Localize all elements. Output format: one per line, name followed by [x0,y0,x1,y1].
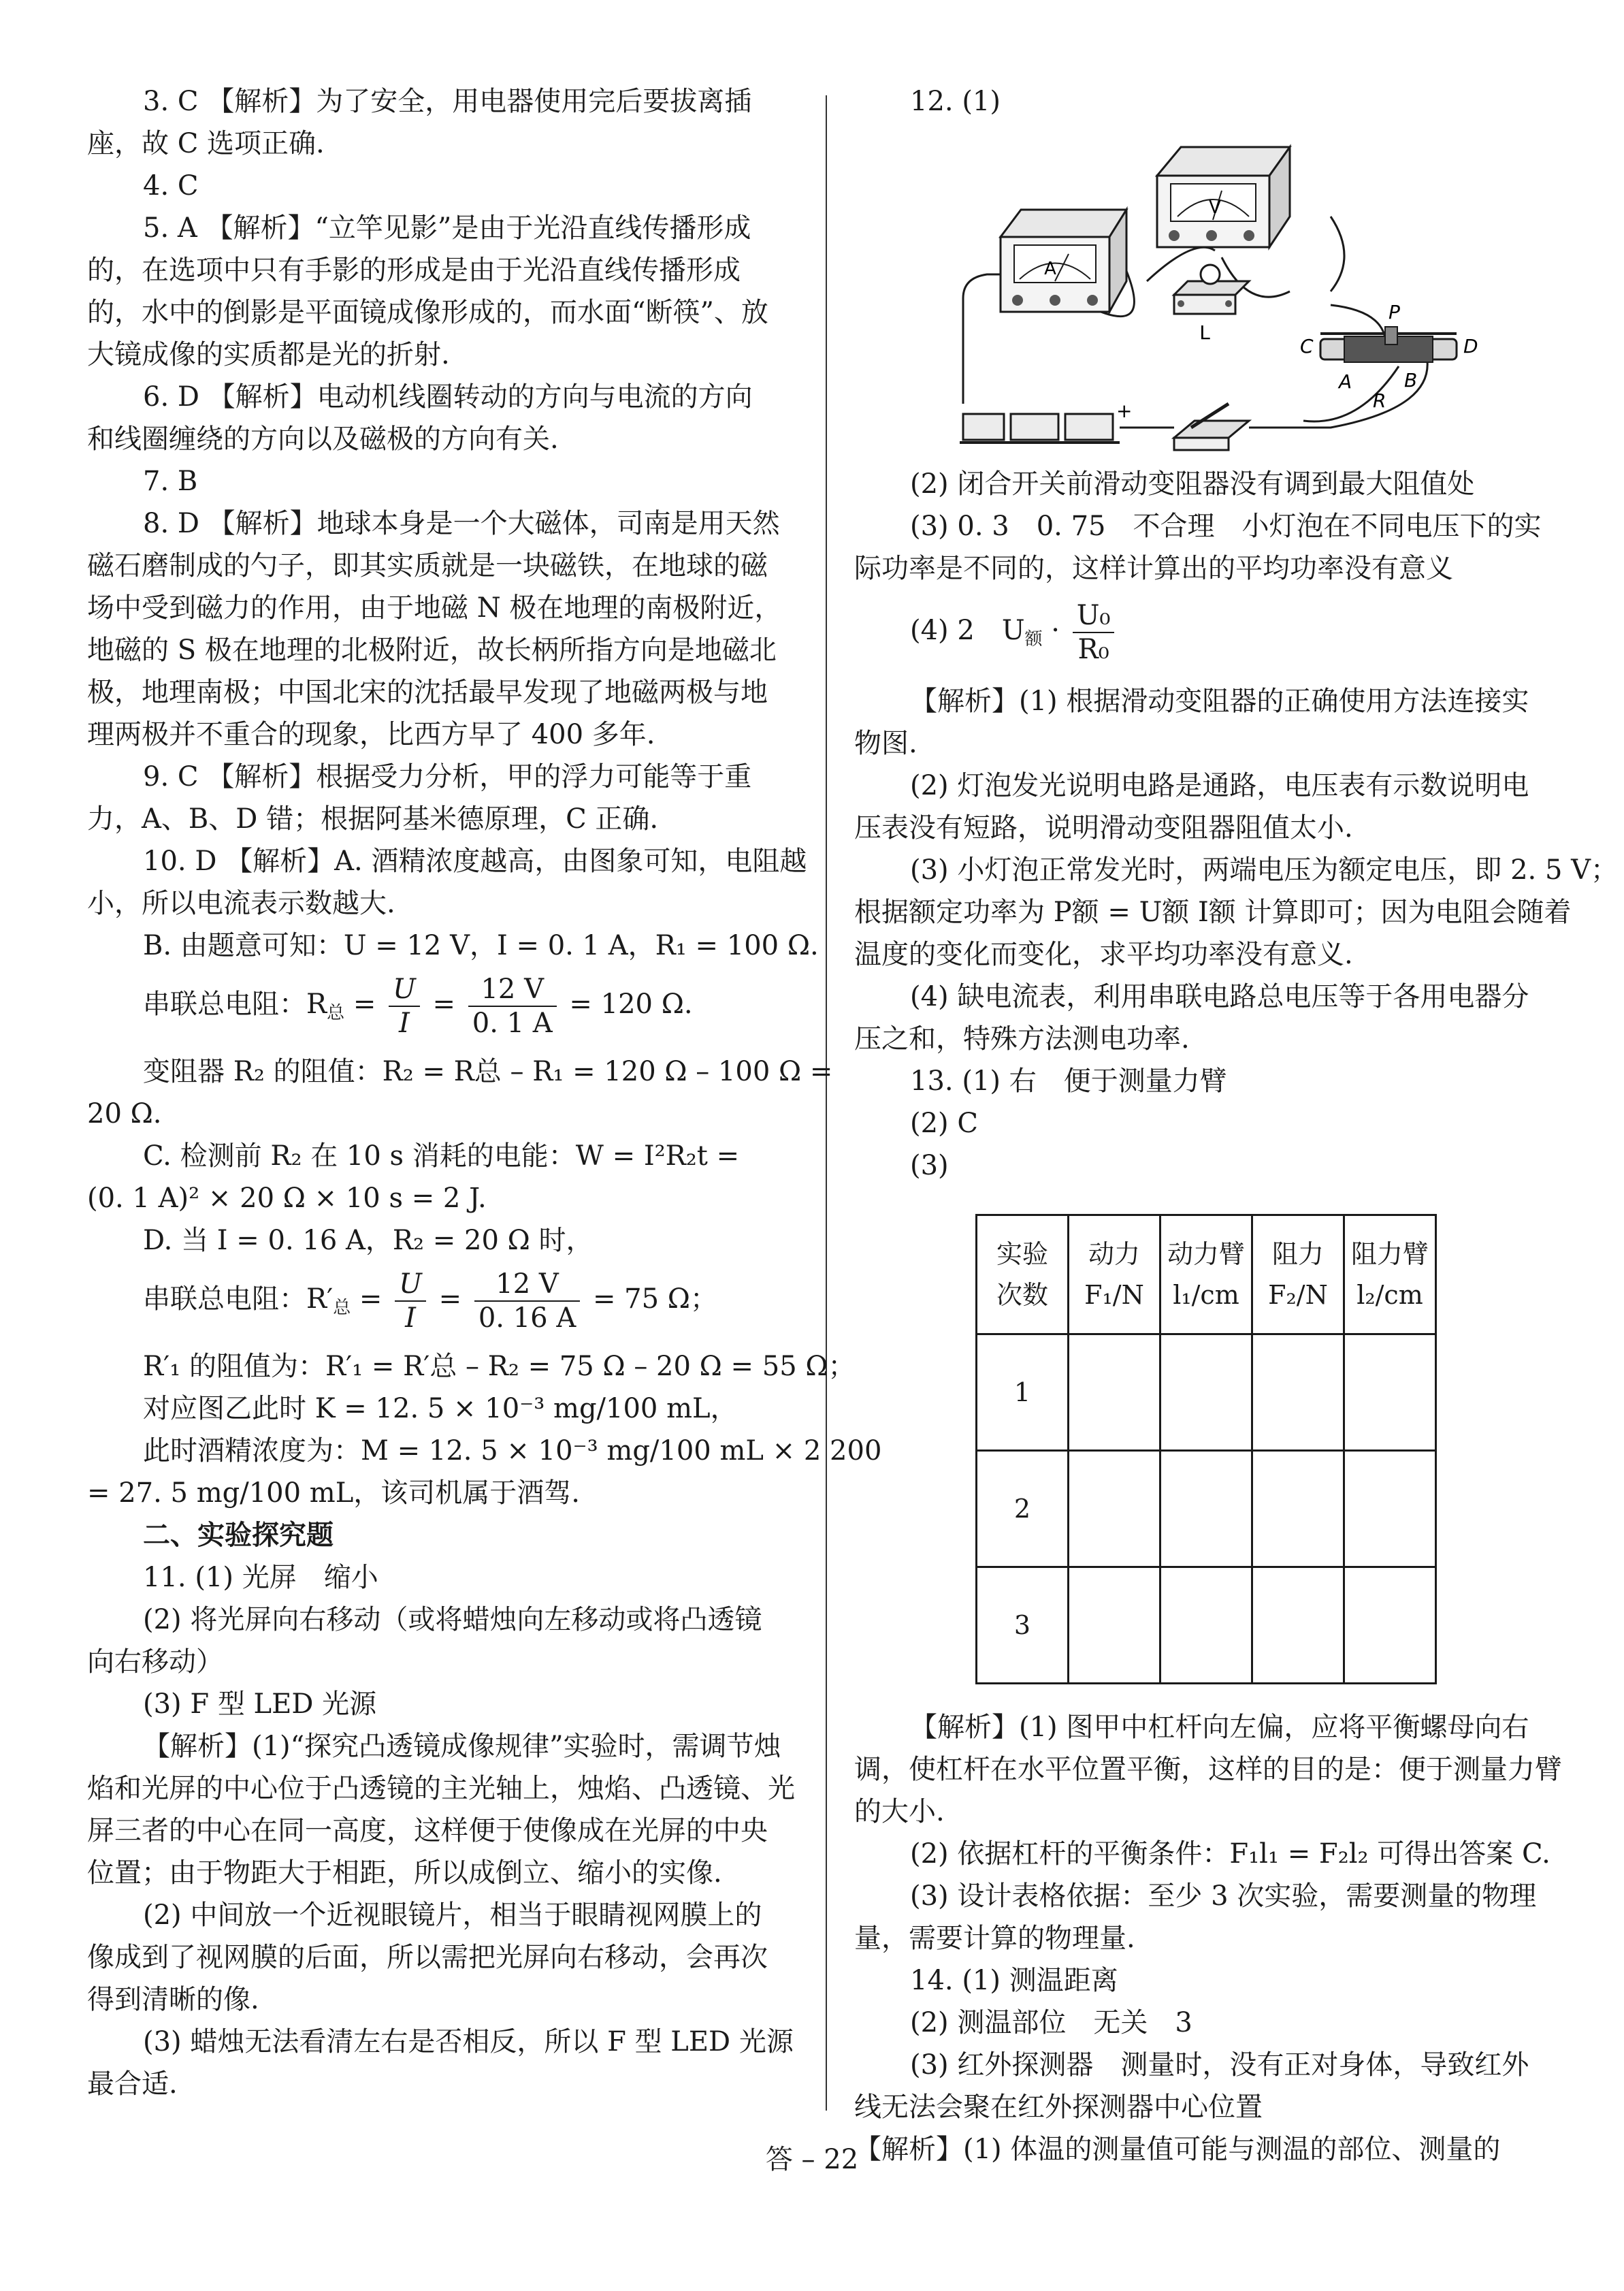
text-line: R′₁ 的阻值为：R′₁ = R′总 – R₂ = 75 Ω – 20 Ω = 55 Ω； [143,1351,856,1382]
text-line: 9. C 【解析】根据受力分析，甲的浮力可能等于重 [143,761,752,792]
text-line: 【解析】(1) 根据滑动变阻器的正确使用方法连接实 [910,686,1529,717]
text-line: 压之和，特殊方法测电功率. [854,1023,1190,1055]
table-header: 阻力 F₂/N [1252,1215,1344,1334]
voltmeter-icon [1157,147,1290,247]
section-heading: 二、实验探究题 [143,1520,334,1551]
formula-series-resistance: 串联总电阻：$R_总$ = $\frac{U}{I}$ = $\frac{12 V}{0. 1 A}$ = 120 Ω. [143,974,693,1039]
text-line: (2) 闭合开关前滑动变阻器没有调到最大阻值处 [910,468,1475,500]
lever-data-table [975,1214,1437,1684]
text-line: 向右移动） [87,1646,223,1678]
text-line: 大镜成像的实质都是光的折射. [87,339,450,370]
text-line: 屏三者的中心在同一高度，这样便于使像成在光屏的中央 [87,1815,768,1846]
ammeter-icon [1001,210,1126,312]
text-line: 地磁的 S 极在地理的北极附近，故长柄所指方向是地磁北 [87,635,777,666]
text-line: 小，所以电流表示数越大. [87,888,395,919]
svg-text:L: L [1199,321,1210,344]
text-line: 3. C 【解析】为了安全，用电器使用完后要拔离插 [143,86,752,117]
text-line: D. 当 I = 0. 16 A，R₂ = 20 Ω 时， [143,1225,594,1256]
text-line: 【解析】(1)“探究凸透镜成像规律”实验时，需调节烛 [143,1731,781,1762]
rheostat-icon [1300,301,1478,412]
text-line: 理两极并不重合的现象，比西方早了 400 多年. [87,719,655,750]
text-line: (3) 设计表格依据：至少 3 次实验，需要测量的物理 [910,1880,1537,1912]
text-line: (2) C [910,1108,978,1139]
svg-text:D: D [1463,335,1478,357]
text-line: B. 由题意可知：U = 12 V，I = 0. 1 A，R₁ = 100 Ω. [143,930,819,961]
text-line: 此时酒精浓度为：M = 12. 5 × 10⁻³ mg/100 mL × 2 200 [143,1435,882,1467]
text-line: 13. (1) 右 便于测量力臂 [910,1066,1227,1097]
text-line: (2) 中间放一个近视眼镜片，相当于眼睛视网膜上的 [143,1900,762,1931]
text-line: C. 检测前 R₂ 在 10 s 消耗的电能：W = I²R₂t = [143,1140,740,1172]
text-line: 极，地理南极；中国北宋的沈括最早发现了地磁两极与地 [87,677,768,708]
lamp-icon [1174,265,1249,344]
text-line: (3) 红外探测器 测量时，没有正对身体，导致红外 [910,2049,1529,2081]
text-line: 温度的变化而变化，求平均功率没有意义. [854,939,1353,970]
battery-icon [960,400,1132,443]
table-cell: 1 [977,1334,1069,1451]
table-cell: 2 [977,1451,1069,1567]
text-line: (2) 依据杠杆的平衡条件：F₁l₁ = F₂l₂ 可得出答案 C. [910,1838,1550,1870]
text-line: 7. B [143,466,198,497]
text-line: 20 Ω. [87,1098,162,1130]
text-line: 5. A 【解析】“立竿见影”是由于光沿直线传播形成 [143,212,751,244]
text-line: 【解析】(1) 图甲中杠杆向左偏，应将平衡螺母向右 [910,1712,1529,1743]
text-line: 物图. [854,728,917,759]
svg-text:+: + [1116,400,1133,422]
table-header: 阻力臂 l₂/cm [1344,1215,1436,1334]
text-line: 【解析】(1) 体温的测量值可能与测温的部位、测量的 [854,2134,1501,2165]
svg-text:A: A [1339,370,1352,393]
text-line: 位置；由于物距大于相距，所以成倒立、缩小的实像. [87,1857,722,1889]
table-row [977,1334,1436,1451]
text-line: 的大小. [854,1796,945,1827]
page-number: 答 – 22 [765,2144,859,2175]
text-line: (4) 缺电流表，利用串联电路总电压等于各用电器分 [910,981,1529,1012]
text-line: 力，A、B、D 错；根据阿基米德原理，C 正确. [87,803,659,835]
text-line: 的，水中的倒影是平面镜成像形成的，而水面“断筷”、放 [87,297,768,328]
text-line: 和线圈缠绕的方向以及磁极的方向有关. [87,423,559,455]
formula-power: (4) 2 $U_额$ · $\frac{\text{U₀}}{\text{R₀}}$ [854,590,1555,680]
svg-text:C: C [1300,335,1314,357]
text-line: 10. D 【解析】A. 酒精浓度越高，由图象可知，电阻越 [143,846,807,877]
text-line: (3) 0. 3 0. 75 不合理 小灯泡在不同电压下的实 [910,511,1542,542]
left-column [87,80,882,2105]
text-line: 焰和光屏的中心位于凸透镜的主光轴上，烛焰、凸透镜、光 [87,1773,795,1804]
text-line: 的，在选项中只有手影的形成是由于光沿直线传播形成 [87,255,741,286]
text-line: 磁石磨制成的勺子，即其实质就是一块磁铁，在地球的磁 [87,550,768,581]
table-row [977,1567,1436,1684]
table-header: 动力 F₁/N [1069,1215,1160,1334]
text-line: 4. C [143,170,199,202]
text-line: = 27. 5 mg/100 mL，该司机属于酒驾. [87,1477,581,1509]
table-header: 实验 次数 [977,1215,1069,1334]
text-line: (2) 将光屏向右移动（或将蜡烛向左移动或将凸透镜 [143,1604,762,1635]
svg-text:A: A [1044,259,1056,279]
table-header: 动力臂 l₁/cm [1160,1215,1252,1334]
table-row [977,1451,1436,1567]
table-cell: 3 [977,1567,1069,1684]
text-line: (3) 小灯泡正常发光时，两端电压为额定电压，即 2. 5 V； [910,854,1619,886]
text-line: 12. (1) [910,86,1001,117]
text-line: 座，故 C 选项正确. [87,128,325,159]
text-line: 根据额定功率为 P额 = U额 I额 计算即可；因为电阻会随着 [854,897,1572,928]
text-line: (0. 1 A)² × 20 Ω × 10 s = 2 J. [87,1183,487,1214]
text-line: 对应图乙此时 K = 12. 5 × 10⁻³ mg/100 mL， [143,1393,738,1424]
text-line: 14. (1) 测温距离 [910,1965,1118,1996]
text-line: (2) 灯泡发光说明电路是通路，电压表有示数说明电 [910,770,1529,801]
svg-text:P: P [1388,301,1400,323]
svg-text:B: B [1404,369,1418,391]
text-line: 最合适. [87,2068,178,2100]
column-divider [826,95,827,2111]
text-line: 11. (1) 光屏 缩小 [143,1562,378,1593]
text-line: (2) 测温部位 无关 3 [910,2007,1192,2038]
text-line: 调，使杠杆在水平位置平衡，这样的目的是：便于测量力臂 [854,1754,1562,1785]
text-line: 线无法会聚在红外探测器中心位置 [854,2092,1263,2123]
circuit-diagram [949,135,1480,455]
formula-series-resistance-2: 串联总电阻：$R'_总$ = $\frac{U}{I}$ = $\frac{12 V}{0. 16 A}$ = 75 Ω； [143,1268,717,1334]
text-line: 变阻器 R₂ 的阻值：R₂ = R总 – R₁ = 120 Ω – 100 Ω = [143,1056,833,1087]
text-line: 压表没有短路，说明滑动变阻器阻值太小. [854,812,1353,844]
switch-icon [1174,404,1249,450]
text-line: (3) F 型 LED 光源 [143,1688,377,1720]
text-line: 像成到了视网膜的后面，所以需把光屏向右移动，会再次 [87,1942,768,1973]
text-line: 际功率是不同的，这样计算出的平均功率没有意义 [854,553,1453,584]
text-line: (3) 蜡烛无法看清左右是否相反，所以 F 型 LED 光源 [143,2026,794,2057]
text-line: 6. D 【解析】电动机线圈转动的方向与电流的方向 [143,381,753,413]
svg-text:V: V [1209,197,1221,218]
svg-text:R: R [1373,389,1386,412]
text-line: 量，需要计算的物理量. [854,1923,1135,1954]
text-line: 8. D 【解析】地球本身是一个大磁体，司南是用天然 [143,508,780,539]
text-line: (3) [910,1150,949,1181]
right-column [854,80,1619,2170]
text-line: 场中受到磁力的作用，由于地磁 N 极在地理的南极附近， [87,592,782,624]
text-line: 得到清晰的像. [87,1984,259,2015]
